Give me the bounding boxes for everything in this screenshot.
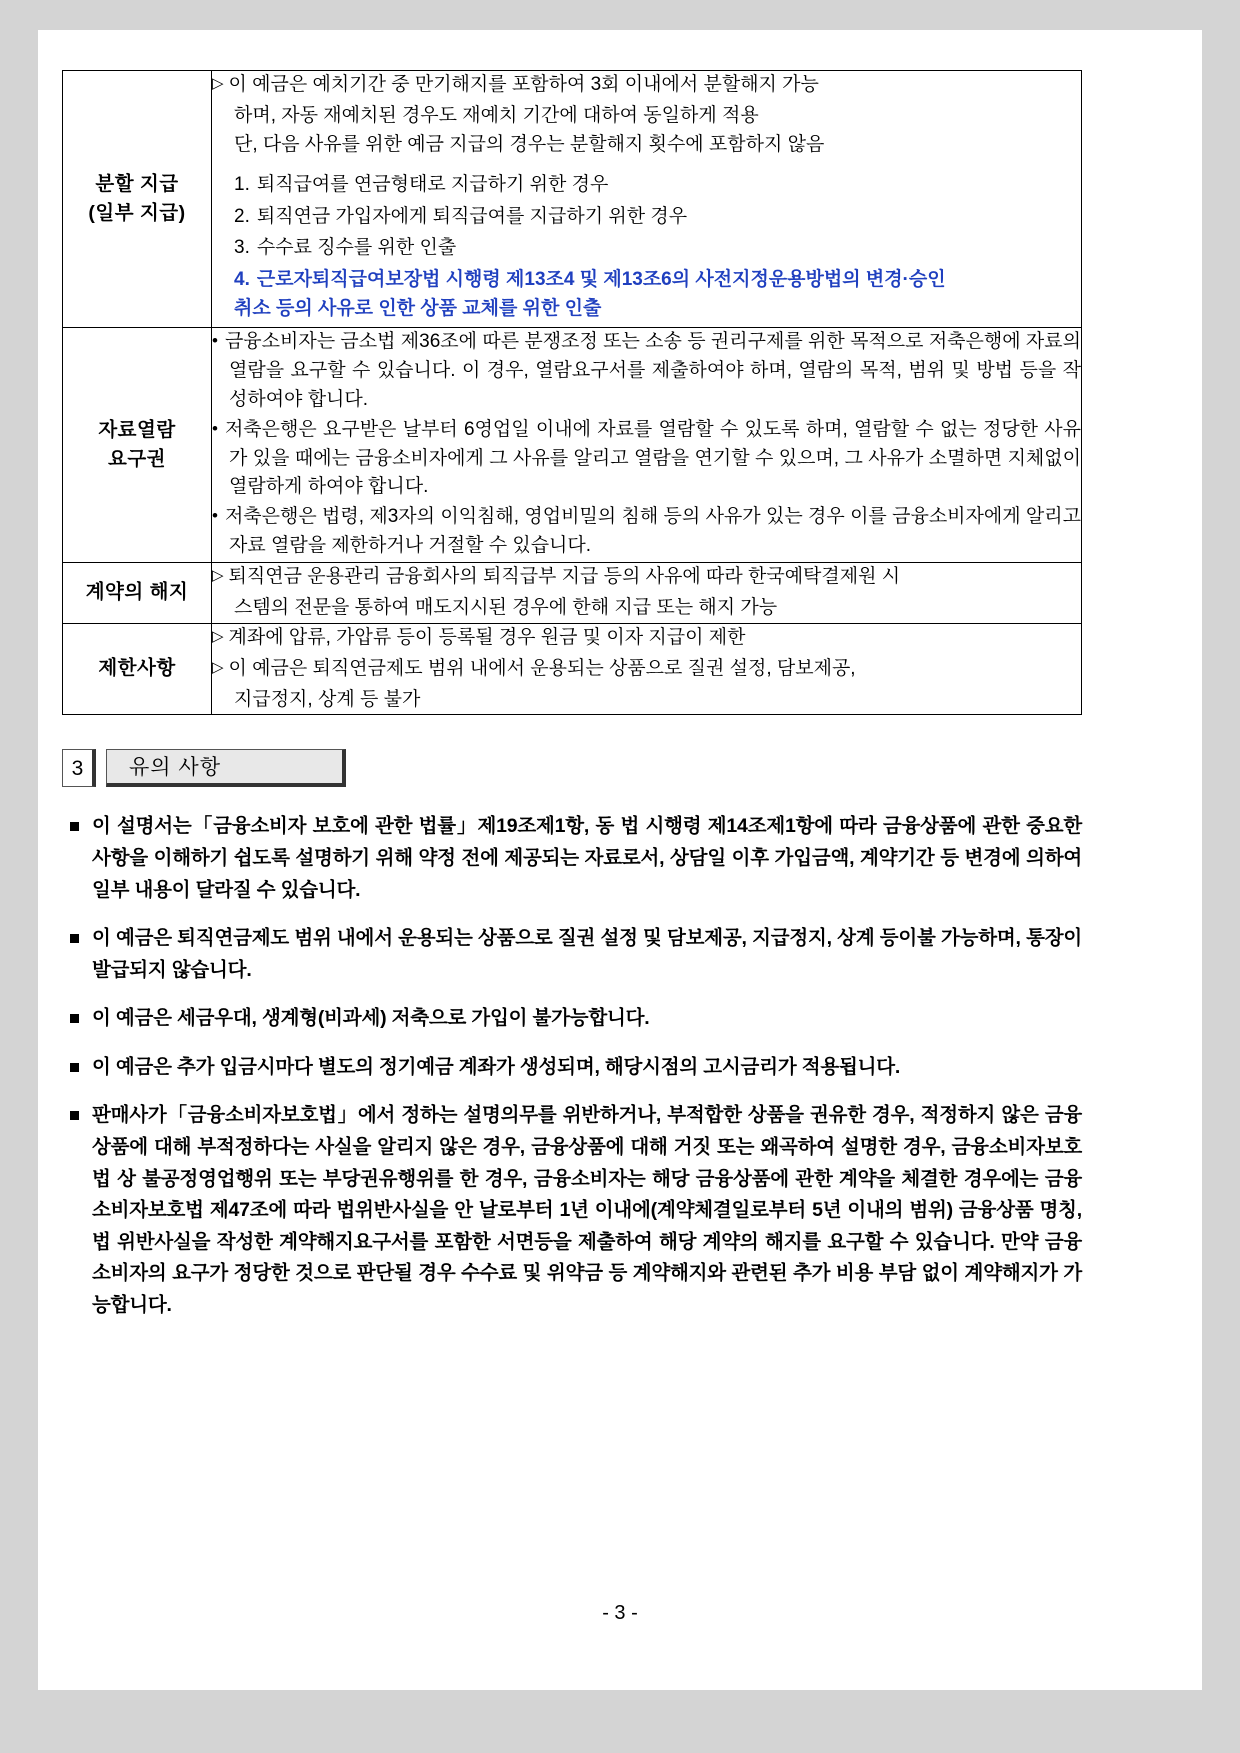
list-item-text: 이 설명서는「금융소비자 보호에 관한 법률」제19조제1항, 동 법 시행령 제14조제1항에 따라 금융상품에 관한 중요한 사항을 이해하기 쉽도록 설명하기 위해 약정 전에 제공되는 자료로서, 상담일 이후 가입금액, 계약기간 등 변경에 의하여 일부 내용이 달라질 수 있습니다. bbox=[92, 815, 1082, 901]
table-row bbox=[63, 623, 1082, 715]
square-bullet-icon bbox=[70, 1063, 79, 1072]
list-item-highlighted bbox=[212, 266, 1081, 324]
document-page bbox=[38, 30, 1202, 1690]
row-label-line1: 분할 지급 bbox=[95, 172, 179, 195]
list-item bbox=[212, 203, 1081, 232]
row-body-data-access-right bbox=[212, 328, 1082, 563]
list-item-number: 3. bbox=[234, 237, 250, 259]
list-item bbox=[212, 416, 1081, 503]
list-item-text: 퇴직연금 가입자에게 퇴직급여를 지급하기 위한 경우 bbox=[256, 205, 688, 227]
page-number: - 3 - bbox=[602, 1602, 638, 1624]
bullet-icon: • bbox=[212, 331, 218, 350]
square-bullet-icon bbox=[70, 1111, 79, 1120]
triangle-item-cont1: 지급정지, 상계 등 불가 bbox=[234, 688, 421, 710]
page-content bbox=[62, 70, 1082, 1338]
list-item-text: 수수료 징수를 위한 인출 bbox=[256, 237, 457, 259]
list-item-text: 이 예금은 세금우대, 생계형(비과세) 저축으로 가입이 불가능합니다. bbox=[92, 1007, 650, 1030]
notice-list bbox=[62, 811, 1082, 1321]
section-header bbox=[62, 749, 1082, 789]
triangle-item-cont2: 단, 다음 사유를 위한 예금 지급의 경우는 분할해지 횟수에 포함하지 않음 bbox=[234, 133, 825, 155]
triangle-item-cont1: 하며, 자동 재예치된 경우도 재예치 기간에 대하여 동일하게 적용 bbox=[234, 104, 759, 126]
square-bullet-icon bbox=[70, 822, 79, 831]
triangle-item bbox=[212, 71, 1081, 100]
triangle-icon: ▷ bbox=[212, 658, 224, 676]
triangle-item-text: 계좌에 압류, 가압류 등이 등록될 경우 원금 및 이자 지급이 제한 bbox=[228, 626, 746, 648]
triangle-item-text: 이 예금은 예치기간 중 만기해지를 포함하여 3회 이내에서 분할해지 가능 bbox=[228, 74, 819, 95]
list-item-text: 판매사가「금융소비자보호법」에서 정하는 설명의무를 위반하거나, 부적합한 상품을 권유한 경우, 적정하지 않은 금융상품에 대해 부적정하다는 사실을 알리지 않은 경우, 금융상품에 대해 거짓 또는 왜곡하여 설명한 경우, 금융소비자보호법 상 불공정영업행위 또는 부당권유행위를 한 경우, 금융소비자는 해당 금융상품에 관한 계약을 체결한 경우에는 금융소비자보호법 제47조에 따라 법위반사실을 안 날로부터 1년 이내에(계약체결일로부터 5년 이내의 범위) 금융상품 명칭, 법 위반사실을 작성한 계약해지요구서를 포함한 서면등을 제출하여 해당 계약의 해지를 요구할 수 있습니다. 만약 금융소비자의 요구가 정당한 것으로 판단될 경우 수수료 및 위약금 등 계약해지와 관련된 추가 비용 부담 없이 계약해지가 가능합니다. bbox=[92, 1104, 1082, 1316]
triangle-icon: ▷ bbox=[212, 75, 224, 92]
section-title: 유의 사항 bbox=[106, 749, 346, 787]
list-item bbox=[62, 811, 1082, 906]
bullet-icon: • bbox=[212, 506, 218, 526]
row-label-line1: 제한사항 bbox=[98, 657, 176, 680]
triangle-item bbox=[212, 624, 1081, 653]
list-item bbox=[62, 1003, 1082, 1035]
square-bullet-icon bbox=[70, 1014, 79, 1023]
bullet-icon: • bbox=[212, 418, 218, 438]
row-label-line1: 자료열람 bbox=[98, 418, 176, 441]
triangle-item bbox=[212, 563, 1081, 592]
section-number: 3 bbox=[62, 749, 96, 787]
row-label-restrictions bbox=[63, 623, 212, 715]
row-body-restrictions bbox=[212, 623, 1082, 715]
row-body-partial-payment bbox=[212, 71, 1082, 328]
list-item-number: 4. bbox=[234, 269, 250, 291]
row-label-contract-termination bbox=[63, 563, 212, 624]
list-item-text: 이 예금은 추가 입금시마다 별도의 정기예금 계좌가 생성되며, 해당시점의 고시금리가 적용됩니다. bbox=[92, 1055, 901, 1078]
list-item-text: 저축은행은 요구받은 날부터 6영업일 이내에 자료를 열람할 수 있도록 하며, 열람할 수 없는 정당한 사유가 있을 때에는 금융소비자에게 그 사유를 알리고 열람을 연기할 수 있으며, 그 사유가 소멸하면 지체없이 열람하게 하여야 합니다. bbox=[224, 418, 1081, 498]
bullet-list bbox=[212, 328, 1081, 561]
list-item bbox=[212, 503, 1081, 561]
list-item bbox=[62, 1052, 1082, 1084]
list-item bbox=[212, 328, 1081, 415]
list-item-number: 1. bbox=[234, 173, 250, 195]
triangle-item-text: 이 예금은 퇴직연금제도 범위 내에서 운용되는 상품으로 질권 설정, 담보제공, bbox=[228, 657, 856, 679]
list-item-text: 퇴직급여를 연금형태로 지급하기 위한 경우 bbox=[256, 173, 609, 195]
list-item-text: 근로자퇴직급여보장법 시행령 제13조4 및 제13조6의 사전지정운용방법의 변경·승인 bbox=[256, 269, 946, 291]
list-item bbox=[212, 234, 1081, 263]
product-terms-table bbox=[62, 70, 1082, 715]
row-label-data-access-right bbox=[63, 328, 212, 563]
numbered-list bbox=[212, 171, 1081, 324]
list-item bbox=[62, 1100, 1082, 1321]
list-item-text: 이 예금은 퇴직연금제도 범위 내에서 운용되는 상품으로 질권 설정 및 담보제공, 지급정지, 상계 등이불 가능하며, 통장이 발급되지 않습니다. bbox=[92, 927, 1082, 981]
row-body-contract-termination bbox=[212, 563, 1082, 624]
square-bullet-icon bbox=[70, 934, 79, 943]
list-item bbox=[62, 923, 1082, 986]
triangle-icon: ▷ bbox=[212, 627, 224, 645]
row-label-line2: 요구권 bbox=[107, 448, 166, 470]
triangle-icon: ▷ bbox=[212, 567, 224, 584]
row-label-line1: 계약의 해지 bbox=[85, 581, 189, 604]
list-item-text-cont: 취소 등의 사유로 인한 상품 교체를 위한 인출 bbox=[234, 298, 602, 320]
list-item-number: 2. bbox=[234, 205, 250, 227]
list-item bbox=[212, 171, 1081, 200]
triangle-item-text: 퇴직연금 운용관리 금융회사의 퇴직급부 지급 등의 사유에 따라 한국예탁결제원 시 bbox=[228, 566, 901, 587]
table-row bbox=[63, 328, 1082, 563]
table-row bbox=[63, 563, 1082, 624]
row-label-line2: (일부 지급) bbox=[88, 202, 186, 224]
triangle-item bbox=[212, 655, 1081, 684]
table-row bbox=[63, 71, 1082, 328]
list-item-text: 금융소비자는 금소법 제36조에 따른 분쟁조정 또는 소송 등 권리구제를 위한 목적으로 저축은행에 자료의 열람을 요구할 수 있습니다. 이 경우, 열람요구서를 제출하여야 하며, 열람의 목적, 범위 및 방법 등을 작성하여야 합니다. bbox=[224, 331, 1081, 410]
list-item-text: 저축은행은 법령, 제3자의 이익침해, 영업비밀의 침해 등의 사유가 있는 경우 이를 금융소비자에게 알리고 자료 열람을 제한하거나 거절할 수 있습니다. bbox=[224, 506, 1081, 557]
triangle-item-cont1: 스템의 전문을 통하여 매도지시된 경우에 한해 지급 또는 해지 가능 bbox=[234, 596, 778, 618]
row-label-partial-payment bbox=[63, 71, 212, 328]
